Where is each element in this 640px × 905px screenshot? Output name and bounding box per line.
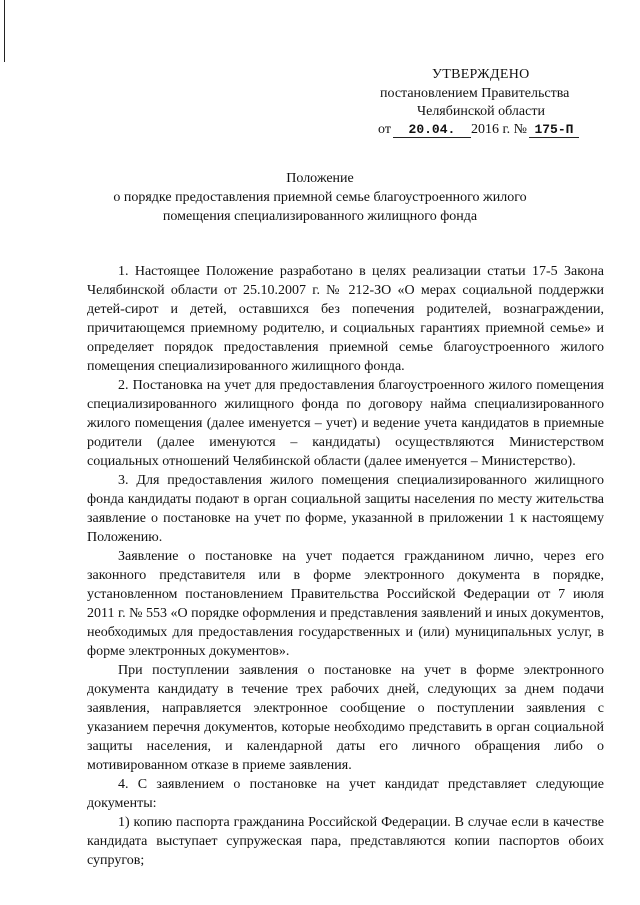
paragraph-2: 2. Постановка на учет для предоставления благоустроенного жилого помещения специализированного жилищного фонда по договору найма специализированного жилого помещения (далее именуется – учет) и ведение учета кандидатов в приемные родители (далее именуются – кандидаты) осуществляются Министерством социальных отношений Челябинской области (далее именуется – Министерство). — [87, 378, 604, 469]
date-year-text: 2016 г. № — [470, 122, 527, 137]
document-title-line-1: Положение — [286, 171, 354, 186]
document-number-field: 175-П — [529, 123, 579, 138]
paragraph-4: Заявление о постановке на учет подается гражданином лично, через его законного представителя или в форме электронного документа в порядке, установленном постановлением Правительства Российской Федерации от 7 июля 2011 г. № 553 «О порядке оформления и представления заявлений и иных документов, необходимых для предоставления государственных и (или) муниципальных услуг, в форме электронных документов». — [87, 549, 604, 659]
date-prefix: от — [378, 122, 391, 137]
document-body — [87, 262, 604, 870]
document-title — [0, 169, 640, 226]
document-title-line-3: помещения специализированного жилищного фонда — [162, 209, 478, 224]
approval-title: УТВЕРЖДЕНО — [432, 67, 530, 82]
paragraph-6: 4. С заявлением о постановке на учет кандидат представляет следующие документы: — [87, 777, 604, 811]
paragraph-5: При поступлении заявления о постановке на учет в форме электронного документа кандидату в течение трех рабочих дней, следующих за днем подачи заявления, направляется электронное сообщение о поступлении заявления с указанием перечня документов, которые необходимо представить в орган социальной защиты населения, и календарной даты его личного обращения либо о мотивированном отказе в приеме заявления. — [87, 663, 604, 773]
document-title-line-2: о порядке предоставления приемной семье благоустроенного жилого — [113, 190, 527, 205]
paragraph-1: 1. Настоящее Положение разработано в целях реализации статьи 17-5 Закона Челябинской области от 25.10.2007 г. № 212-ЗО «О мерах социальной поддержки детей-сирот и детей, оставшихся без попечения родителей, вознаграждении, причитающемся приемному родителю, и социальных гарантиях приемной семье» и определяет порядок предоставления приемной семье благоустроенного жилого помещения специализированного жилищного фонда. — [87, 264, 604, 374]
approval-region-line: Челябинской области — [417, 104, 545, 119]
paragraph-7: 1) копию паспорта гражданина Российской Федерации. В случае если в качестве кандидата выступает супружеская пара, представляются копии паспортов обоих супругов; — [87, 815, 604, 868]
date-day-field: 20.04. — [393, 123, 471, 138]
approval-issuer-line: постановлением Правительства — [380, 86, 570, 101]
page-margin-rule — [4, 0, 5, 62]
paragraph-3: 3. Для предоставления жилого помещения специализированного жилищного фонда кандидаты подают в орган социальной защиты населения по месту жительства заявление о постановке на учет по форме, указанной в приложении 1 к настоящему Положению. — [87, 473, 604, 545]
approval-date-line — [378, 121, 579, 139]
